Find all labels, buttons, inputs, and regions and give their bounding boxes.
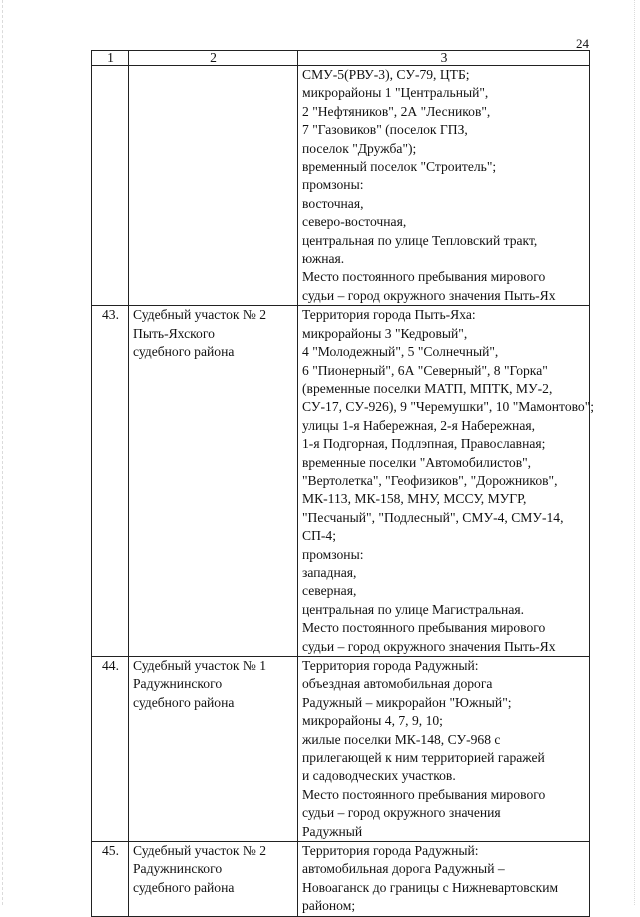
description-line: СМУ-5(РВУ-3), СУ-79, ЦТБ;: [302, 67, 470, 82]
court-name-line: Судебный участок № 1: [133, 658, 267, 673]
description-line: восточная,: [302, 195, 364, 211]
scan-right-edge: [634, 0, 639, 905]
header-col-2: 2: [129, 51, 298, 66]
row-number: 43.: [92, 306, 129, 657]
description-line: центральная по улице Магистральная.: [302, 601, 525, 617]
description-line: автомобильная дорога Радужный –: [302, 861, 505, 877]
description-line: микрорайоны 3 "Кедровый",: [302, 325, 468, 341]
description-line: (временные поселки МАТП, МПТК, МУ-2,: [302, 380, 553, 396]
scan-left-edge: [2, 0, 7, 905]
court-name-cell: [129, 66, 298, 306]
court-name-line: судебного района: [133, 344, 235, 360]
description-line: прилегающей к ним территорией гаражей: [302, 750, 545, 766]
row-number: 45.: [92, 842, 129, 917]
page-number: 24: [576, 36, 589, 51]
description-line: Место постоянного пребывания мирового: [302, 786, 546, 802]
court-name-line: судебного района: [133, 879, 235, 895]
description-line: центральная по улице Тепловский тракт,: [302, 232, 538, 248]
header-col-3: 3: [298, 51, 590, 66]
description-line: судьи – город окружного значения Пыть-Ях: [302, 638, 556, 654]
court-name-cell: [129, 657, 298, 842]
description-line: 6 "Пионерный", 6А "Северный", 8 "Горка": [302, 362, 548, 378]
description-line: Радужный: [302, 823, 363, 839]
description-line: жилые поселки МК-148, СУ-968 с: [302, 731, 501, 747]
table-header-row: [92, 51, 590, 66]
row-number: 44.: [92, 657, 129, 842]
description-line: северная,: [302, 583, 357, 599]
description-line: объездная автомобильная дорога: [302, 676, 493, 692]
description-line: Территория города Радужный:: [302, 843, 479, 859]
description-line: 7 "Газовиков" (поселок ГПЗ,: [302, 122, 468, 138]
header-col-1: 1: [92, 51, 129, 66]
description-line: промзоны:: [302, 546, 364, 562]
territory-description-cell: [298, 657, 590, 842]
court-name-line: Радужнинского: [133, 861, 223, 877]
description-line: Место постоянного пребывания мирового: [302, 620, 546, 636]
court-name-line: Судебный участок № 2: [133, 843, 267, 859]
description-line: Место постоянного пребывания мирового: [302, 269, 546, 285]
territory-description-cell: [298, 306, 595, 657]
description-line: промзоны:: [302, 177, 364, 193]
description-line: "Вертолетка", "Геофизиков", "Дорожников",: [302, 472, 558, 488]
court-name-line: Судебный участок № 2: [133, 307, 267, 323]
description-line: СУ-17, СУ-926), 9 "Черемушки", 10 "Мамонтово";: [302, 399, 595, 415]
description-line: судьи – город окружного значения: [302, 805, 501, 821]
description-line: МК-113, МК-158, МНУ, МССУ, МУГР,: [302, 491, 527, 507]
description-line: районом;: [302, 898, 356, 914]
description-line: судьи – город окружного значения Пыть-Ях: [302, 287, 556, 303]
description-line: временные поселки "Автомобилистов",: [302, 454, 532, 470]
description-line: южная.: [302, 251, 345, 267]
description-line: Территория города Пыть-Яха:: [302, 307, 476, 323]
territory-description-cell: [298, 66, 590, 306]
court-name-line: Радужнинского: [133, 676, 223, 692]
description-line: микрорайоны 4, 7, 9, 10;: [302, 713, 443, 729]
description-line: "Песчаный", "Подлесный", СМУ-4, СМУ-14,: [302, 509, 564, 525]
court-name-line: Пыть-Яхского: [133, 325, 215, 341]
description-line: микрорайоны 1 "Центральный",: [302, 85, 489, 101]
table-row: [92, 657, 590, 842]
description-line: и садоводческих участков.: [302, 768, 456, 784]
court-districts-table: [91, 50, 595, 917]
description-line: 1-я Подгорная, Подлэпная, Православная;: [302, 436, 546, 452]
description-line: Территория города Радужный:: [302, 658, 479, 673]
description-line: северо-восточная,: [302, 214, 407, 230]
description-line: 2 "Нефтяников", 2А "Лесников",: [302, 103, 491, 119]
table-row: [92, 66, 590, 306]
description-line: 4 "Молодежный", 5 "Солнечный",: [302, 344, 499, 360]
description-line: улицы 1-я Набережная, 2-я Набережная,: [302, 417, 536, 433]
description-line: Новоаганск до границы с Нижневартовским: [302, 879, 559, 895]
description-line: западная,: [302, 564, 357, 580]
description-line: СП-4;: [302, 528, 336, 544]
court-name-line: судебного района: [133, 694, 235, 710]
description-line: Радужный – микрорайон "Южный";: [302, 694, 512, 710]
table-body: [92, 66, 595, 917]
court-name-cell: [129, 306, 298, 657]
description-line: временный поселок "Строитель";: [302, 159, 497, 175]
row-number: [92, 66, 129, 306]
description-line: поселок "Дружба");: [302, 140, 417, 156]
table-row: [92, 306, 590, 657]
